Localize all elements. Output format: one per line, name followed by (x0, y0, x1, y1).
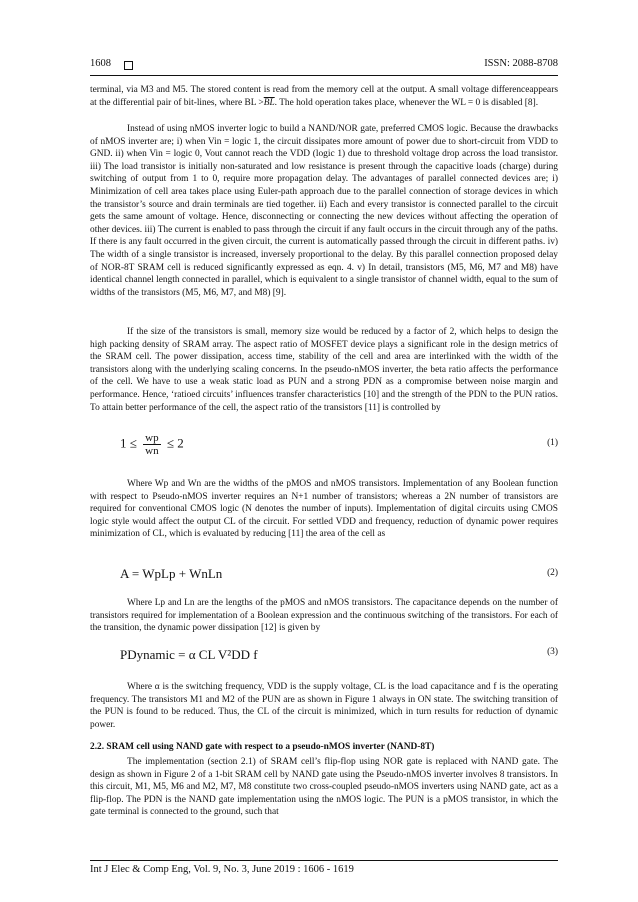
page-header (90, 58, 558, 74)
paragraph-4: Where Wp and Wn are the widths of the pMOS and nMOS transistors. Implementation of any Boolean function with respect to Pseudo-nMOS inverter requires an N+1 number of transistors; whereas a 2N number of transistors are required for conventional CMOS logic (N denotes the number of inputs). Implementation of digital circuits using CMOS logic style would affect the output CL of the circuit. For settled VDD and frequency, reduction of dynamic power requires minimization of CL, which is evaluated by reducing [11] the area of the cell as (90, 479, 558, 540)
fraction-wp-wn: $\frac{wp}{wn}$ (145, 432, 159, 457)
header-rule (90, 75, 558, 76)
paragraph-3: If the size of the transistors is small, memory size would be reduced by a factor of 2, which helps to design the high packing density of SRAM array. The aspect ratio of MOSFET device plays a significant role in the design metrics of the SRAM cell. The power dissipation, access time, stability of the cell and area are interlinked with the width of the transistors along with the underlying scaling concerns. In the pseudo-nMOS inverter, the beta ratio affects the performance of the cell. We have to use a weak static load as PUN and a strong PDN as a compromise between noise margin and performance. Hence, ‘ratioed circuits’ influences transfer characteristics [10] and the strength of the PDN to the PUN ratios. To attain better performance of the cell, the aspect ratio of the transistors [11] is controlled by (90, 327, 558, 413)
page-footer: Int J Elec & Comp Eng, Vol. 9, No. 3, June 2019 : 1606 - 1619 (90, 864, 354, 875)
equation-2 (90, 562, 558, 602)
equation-1-number: (1) (547, 438, 558, 448)
paragraph-2: Instead of using nMOS inverter logic to build a NAND/NOR gate, preferred CMOS logic. Because the drawbacks of nMOS inverter are; i) when Vin = logic 1, the circuit dissipates more amount of power due to short-circuit from VDD to GND. ii) when Vin = logic 0, Vout cannot reach the VDD (logic 1) due to threshold voltage drop across the load transistor. iii) The load transistor is initially non-saturated and low resistance is present through the capacitive loads (charge) during switching of output from 1 to 0, require more propagation delay. The advantages of parallel connected devices are; i) Minimization of cell area takes place using Euler-path approach due to the parallel connection of storage devices in which the transistor’s source and drain terminals are tied together. ii) Each and every transistor is connected parallel to the circuit gets the same amount of voltage. Hence, disconnecting or connecting the new devices without affecting the operation of other devices. iii) The current is enabled to pass through the circuit if any fault occurs in the circuit through any of the paths. If there is any fault occurred in the given circuit, the current is automatically passed through the circuit in different paths. iv) The width of a single transistor is increased, inversely proportional to the delay. By this parallel connection proposed delay of NOR-8T SRAM cell is reduced significantly expressed as eqn. 4. v) In detail, transistors (M5, M6, M7 and M8) have identical channel length connected in parallel, which is equivalent to a single transistor of channel width, equal to the sum of widths of the transistors (M5, M6, M7, and M8) [9]. (90, 124, 558, 298)
paragraph-1 (90, 84, 558, 109)
equation-2-body: A = WpLp + WnLn (120, 566, 223, 581)
paragraph-1-text-a: terminal, via M3 and M5. The stored content is read from the memory cell at the output. A small voltage differenceappears at the differential pair of bit-lines, where BL > (90, 85, 558, 108)
bl-bar-symbol: $\overline{BL}$ (263, 97, 275, 108)
footer-rule (90, 860, 558, 861)
paragraph-6: Where α is the switching frequency, VDD is the supply voltage, CL is the load capacitance and f is the operating frequency. The transistors M1 and M2 of the PUN are as shown in Figure 1 always in ON state. The switching transition of the PUN is found to be reduced. Thus, the CL of the circuit is minimized, which in turn results for reduction of dynamic power. (90, 682, 558, 730)
section-heading: 2.2. SRAM cell using NAND gate with respect to a pseudo-nMOS inverter (NAND-8T) (90, 742, 435, 752)
equation-1-body: 1 ≤ $\frac{wp}{wn}$ ≤ 2 (120, 432, 184, 457)
equation-3-number: (3) (547, 647, 558, 657)
page-number: 1608 (90, 58, 111, 69)
equation-3-body: PDynamic = α CL V²DD f (120, 647, 258, 662)
equation-1 (90, 422, 558, 462)
square-icon (124, 61, 133, 70)
paragraph-1-text-b: . The hold operation takes place, whenever the WL = 0 is disabled [8]. (274, 97, 539, 108)
issn-label: ISSN: 2088-8708 (484, 58, 558, 69)
paragraph-5: Where Lp and Ln are the lengths of the pMOS and nMOS transistors. The capacitance depends on the number of transistors required for implementation of a Boolean expression and the continuous switching of the transistors. For each of the transition, the dynamic power dissipation [12] is given by (90, 598, 558, 634)
equation-2-number: (2) (547, 568, 558, 578)
paragraph-7: The implementation (section 2.1) of SRAM cell’s flip-flop using NOR gate is replaced with NAND gate. The design as shown in Figure 2 of a 1-bit SRAM cell by NAND gate using the Pseudo-nMOS inverter involves 8 transistors. In this circuit, M1, M5, M6 and M2, M7, M8 constitute two cross-coupled pseudo-nMOS inverters using NAND gate, act as a flip-flop. The PDN is the NAND gate implementation using the nMOS logic. The PUN is a pMOS transistor, in which the gate terminal is connected to the ground, such that (90, 757, 558, 818)
equation-3 (90, 643, 558, 683)
